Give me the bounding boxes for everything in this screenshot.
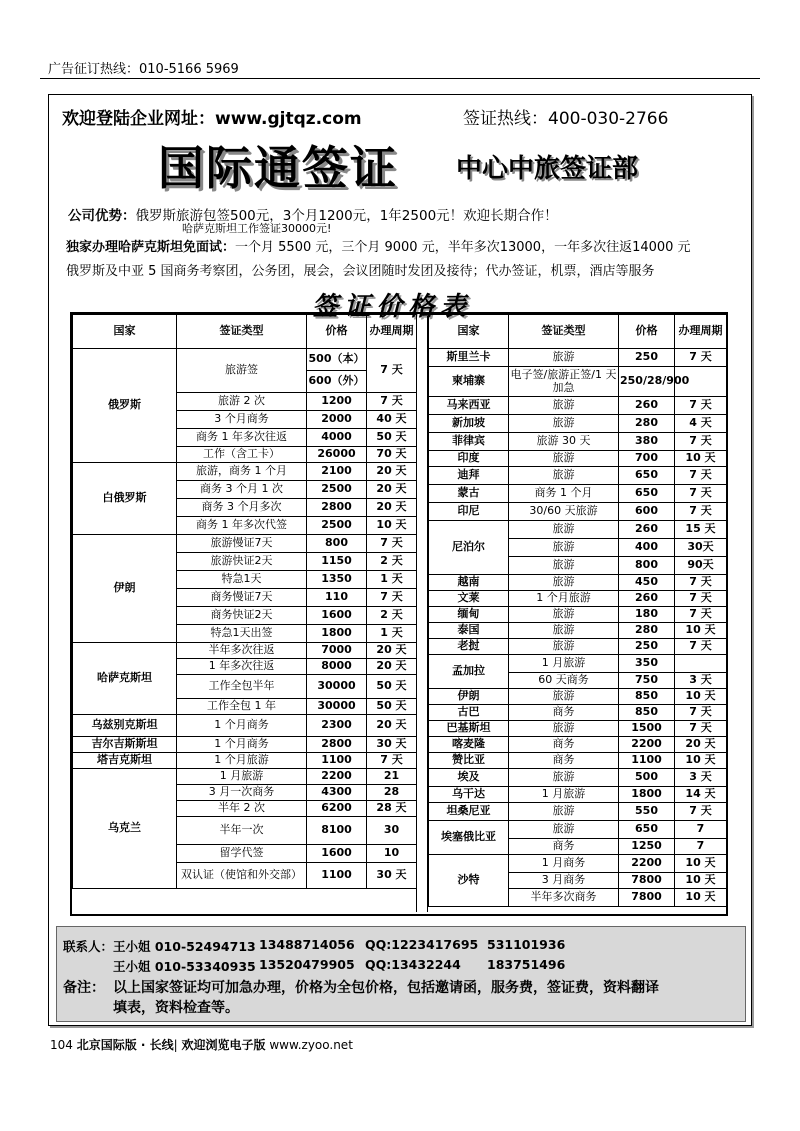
country-cell: 坦桑尼亚 — [429, 803, 509, 821]
period-cell: 10 — [367, 845, 417, 863]
price-cell: 260 — [619, 591, 675, 607]
price-cell: 8100 — [307, 817, 367, 845]
table-row — [73, 535, 417, 553]
ad-hotline: 广告征订热线：010-5166 5969 — [48, 62, 239, 77]
period-cell: 7 天 — [675, 607, 727, 623]
country-cell: 埃塞俄比亚 — [429, 821, 509, 855]
type-cell: 旅游签 — [177, 349, 307, 393]
type-cell: 商务 — [509, 737, 619, 753]
price-cell: 110 — [307, 589, 367, 607]
price-cell: 1100 — [307, 753, 367, 769]
type-cell: 电子签/旅游正签/1 天加急 — [509, 367, 619, 397]
note-line-2: 填表，资料检查等。 — [113, 1000, 239, 1016]
table-row — [429, 575, 727, 591]
contact-2-mobile: 13520479905 — [259, 957, 355, 972]
table-row — [429, 623, 727, 639]
contact-box — [56, 926, 746, 1022]
price-cell: 800 — [619, 557, 675, 575]
price-cell: 1800 — [307, 625, 367, 643]
price-cell: 6200 — [307, 801, 367, 817]
type-cell: 旅游慢证7天 — [177, 535, 307, 553]
price-cell: 8000 — [307, 659, 367, 675]
period-cell: 20 天 — [367, 643, 417, 659]
section-name: 北京国际版 · 长线 — [76, 1038, 174, 1052]
contact-2-qq2: 183751496 — [487, 957, 566, 972]
period-cell: 10 天 — [675, 689, 727, 705]
price-cell: 2100 — [307, 463, 367, 481]
country-cell: 柬埔寨 — [429, 367, 509, 397]
price-cell: 4000 — [307, 429, 367, 447]
type-cell: 旅游 — [509, 451, 619, 467]
table-header-row — [73, 315, 417, 349]
price-cell: 7800 — [619, 873, 675, 889]
price-cell: 2800 — [307, 737, 367, 753]
price-cell: 380 — [619, 433, 675, 451]
price-cell: 600（外） — [307, 371, 367, 393]
type-cell: 1 月旅游 — [509, 655, 619, 673]
country-cell: 孟加拉 — [429, 655, 509, 689]
type-cell: 旅游 — [509, 467, 619, 485]
country-cell: 文莱 — [429, 591, 509, 607]
price-cell: 250 — [619, 349, 675, 367]
type-cell: 旅游 — [509, 539, 619, 557]
period-cell: 15 天 — [675, 521, 727, 539]
contact-1-mobile: 13488714056 — [259, 937, 355, 952]
header-type: 签证类型 — [177, 315, 307, 349]
period-cell: 10 天 — [367, 517, 417, 535]
advantage-text: 俄罗斯旅游包签500元，3个月1200元，1年2500元！欢迎长期合作！ — [135, 208, 558, 224]
footer-slogan: 欢迎浏览电子版 — [181, 1038, 266, 1052]
period-cell: 7 天 — [675, 467, 727, 485]
type-cell: 工作（含工卡） — [177, 447, 307, 463]
country-cell: 马来西亚 — [429, 397, 509, 415]
type-cell: 旅游 — [509, 623, 619, 639]
header-divider — [40, 78, 760, 79]
price-cell: 1500 — [619, 721, 675, 737]
price-cell: 7000 — [307, 643, 367, 659]
type-cell: 旅游 30 天 — [509, 433, 619, 451]
kazakhstan-offer-text: 一个月 5500 元，三个月 9000 元，半年多次13000，一年多次往返14000 元 — [235, 240, 691, 255]
type-cell: 旅游 — [509, 557, 619, 575]
table-row — [73, 753, 417, 769]
period-cell: 70 天 — [367, 447, 417, 463]
price-cell: 1100 — [307, 863, 367, 889]
country-cell: 白俄罗斯 — [73, 463, 177, 535]
table-row — [429, 787, 727, 803]
period-cell: 30 天 — [367, 737, 417, 753]
country-cell: 越南 — [429, 575, 509, 591]
price-cell: 30000 — [307, 699, 367, 715]
country-cell: 沙特 — [429, 855, 509, 907]
header-period: 办理周期 — [675, 315, 727, 349]
brand-subtitle: 中心中旅签证部 — [456, 154, 639, 184]
period-cell: 7 天 — [675, 591, 727, 607]
table-title: 签证价格表 — [312, 292, 473, 322]
price-cell: 1100 — [619, 753, 675, 769]
price-cell: 2000 — [307, 411, 367, 429]
period-cell: 3 天 — [675, 769, 727, 787]
price-cell: 850 — [619, 705, 675, 721]
price-cell: 2200 — [619, 855, 675, 873]
price-cell: 4300 — [307, 785, 367, 801]
type-cell: 留学代签 — [177, 845, 307, 863]
type-cell: 1 个月旅游 — [509, 591, 619, 607]
table-row — [429, 433, 727, 451]
header-period: 办理周期 — [367, 315, 417, 349]
price-cell: 2800 — [307, 499, 367, 517]
country-cell: 乌克兰 — [73, 769, 177, 889]
contact-2-name-phone: 王小姐 010-53340935 — [113, 959, 256, 974]
type-cell: 1 月商务 — [509, 855, 619, 873]
period-cell: 7 天 — [675, 397, 727, 415]
table-row — [429, 607, 727, 623]
type-cell: 商务慢证7天 — [177, 589, 307, 607]
period-cell: 21 — [367, 769, 417, 785]
period-cell: 10 天 — [675, 889, 727, 907]
country-cell: 哈萨克斯坦 — [73, 643, 177, 715]
country-cell: 印度 — [429, 451, 509, 467]
price-cell: 280 — [619, 623, 675, 639]
table-row — [73, 737, 417, 753]
type-cell: 商务 — [509, 839, 619, 855]
period-cell: 30 — [367, 817, 417, 845]
type-cell: 旅游 — [509, 415, 619, 433]
country-cell: 古巴 — [429, 705, 509, 721]
country-cell: 埃及 — [429, 769, 509, 787]
type-cell: 半年多次往返 — [177, 643, 307, 659]
note-label: 备注： — [63, 980, 105, 996]
table-row — [429, 415, 727, 433]
period-cell: 7 天 — [675, 639, 727, 655]
period-cell: 10 天 — [675, 451, 727, 467]
table-row — [429, 753, 727, 769]
type-cell: 3 个月商务 — [177, 411, 307, 429]
country-cell: 乌兹别克斯坦 — [73, 715, 177, 737]
type-cell: 商务 1 年多次代签 — [177, 517, 307, 535]
type-cell: 旅游 — [509, 397, 619, 415]
period-cell: 10 天 — [675, 623, 727, 639]
price-cell: 260 — [619, 521, 675, 539]
price-cell: 2300 — [307, 715, 367, 737]
price-cell: 650 — [619, 485, 675, 503]
period-cell: 20 天 — [367, 715, 417, 737]
type-cell: 半年多次商务 — [509, 889, 619, 907]
price-cell: 280 — [619, 415, 675, 433]
table-row — [429, 639, 727, 655]
price-cell: 850 — [619, 689, 675, 705]
period-cell: 1 天 — [367, 625, 417, 643]
header-price: 价格 — [619, 315, 675, 349]
price-cell: 250 — [619, 639, 675, 655]
country-cell: 喀麦隆 — [429, 737, 509, 753]
price-cell: 7800 — [619, 889, 675, 907]
price-cell: 1200 — [307, 393, 367, 411]
page-footer: 104 北京国际版 · 长线| 欢迎浏览电子版 www.zyoo.net — [50, 1038, 353, 1052]
period-cell: 7 — [675, 821, 727, 839]
table-row — [429, 689, 727, 705]
table-row — [429, 591, 727, 607]
period-cell: 7 天 — [675, 705, 727, 721]
table-row — [429, 485, 727, 503]
advantage-label: 公司优势： — [68, 208, 136, 224]
type-cell: 旅游 — [509, 349, 619, 367]
type-cell: 商务快证2天 — [177, 607, 307, 625]
table-header-row — [429, 315, 727, 349]
price-cell: 350 — [619, 655, 675, 673]
price-cell: 30000 — [307, 675, 367, 699]
price-cell: 2200 — [619, 737, 675, 753]
period-cell: 50 天 — [367, 429, 417, 447]
type-cell: 特急1天出签 — [177, 625, 307, 643]
type-cell: 旅游快证2天 — [177, 553, 307, 571]
kazakhstan-offer — [66, 236, 691, 255]
type-cell: 商务 3 个月 1 次 — [177, 481, 307, 499]
type-cell: 3 月一次商务 — [177, 785, 307, 801]
type-cell: 旅游 — [509, 821, 619, 839]
type-cell: 工作全包 1 年 — [177, 699, 307, 715]
type-cell: 旅游 — [509, 803, 619, 821]
period-cell: 10 天 — [675, 873, 727, 889]
country-cell: 塔吉克斯坦 — [73, 753, 177, 769]
period-cell: 7 天 — [367, 535, 417, 553]
price-cell: 450 — [619, 575, 675, 591]
website: 欢迎登陆企业网址：www.gjtqz.com — [62, 109, 362, 129]
type-cell: 商务 — [509, 705, 619, 721]
table-row — [429, 737, 727, 753]
type-cell: 半年一次 — [177, 817, 307, 845]
type-cell: 旅游，商务 1 个月 — [177, 463, 307, 481]
country-cell: 吉尔吉斯斯坦 — [73, 737, 177, 753]
country-cell: 伊朗 — [73, 535, 177, 643]
contact-2-qq: QQ:13432244 — [365, 957, 461, 972]
table-row — [429, 769, 727, 787]
table-row — [73, 463, 417, 481]
page-number: 104 — [50, 1038, 73, 1052]
country-cell: 迪拜 — [429, 467, 509, 485]
type-cell: 工作全包半年 — [177, 675, 307, 699]
contact-1-qq2: 531101936 — [487, 937, 566, 952]
table-separator — [416, 316, 428, 912]
type-cell: 旅游 — [509, 521, 619, 539]
price-cell: 1600 — [307, 607, 367, 625]
period-cell: 7 天 — [675, 433, 727, 451]
period-cell: 50 天 — [367, 675, 417, 699]
brand-logo: 国际通签证 — [158, 141, 398, 195]
period-cell: 28 — [367, 785, 417, 801]
price-cell: 2200 — [307, 769, 367, 785]
period-cell: 20 天 — [675, 737, 727, 753]
period-cell: 7 天 — [675, 803, 727, 821]
type-cell: 1 年多次往返 — [177, 659, 307, 675]
contact-1-qq: QQ:1223417695 — [365, 937, 479, 952]
period-cell: 20 天 — [367, 499, 417, 517]
period-cell: 20 天 — [367, 463, 417, 481]
header-type: 签证类型 — [509, 315, 619, 349]
table-row — [73, 715, 417, 737]
period-cell: 3 天 — [675, 673, 727, 689]
country-cell: 赞比亚 — [429, 753, 509, 769]
price-cell: 1800 — [619, 787, 675, 803]
period-cell: 30 天 — [367, 863, 417, 889]
country-cell: 蒙古 — [429, 485, 509, 503]
type-cell: 商务 3 个月多次 — [177, 499, 307, 517]
country-cell: 缅甸 — [429, 607, 509, 623]
country-cell: 伊朗 — [429, 689, 509, 705]
period-cell: 7 天 — [675, 485, 727, 503]
country-cell: 老挝 — [429, 639, 509, 655]
price-cell: 550 — [619, 803, 675, 821]
period-cell: 40 天 — [367, 411, 417, 429]
period-cell: 10 天 — [675, 855, 727, 873]
price-cell: 2500 — [307, 481, 367, 499]
period-cell: 2 天 — [367, 553, 417, 571]
price-cell: 650 — [619, 467, 675, 485]
type-cell: 1 个月商务 — [177, 737, 307, 753]
contact-1-name-phone: 王小姐 010-52494713 — [113, 939, 256, 954]
country-cell: 菲律宾 — [429, 433, 509, 451]
type-cell: 旅游 — [509, 607, 619, 623]
type-cell: 1 月旅游 — [177, 769, 307, 785]
price-cell: 250/28/900 — [619, 367, 675, 397]
note-line-1: 以上国家签证均可加急办理，价格为全包价格，包括邀请函，服务费，签证费，资料翻译 — [113, 980, 659, 996]
period-cell: 90天 — [675, 557, 727, 575]
table-row — [73, 349, 417, 371]
type-cell: 60 天商务 — [509, 673, 619, 689]
header-country: 国家 — [429, 315, 509, 349]
price-cell: 650 — [619, 821, 675, 839]
table-row — [429, 721, 727, 737]
price-table-left — [72, 314, 417, 889]
period-cell: 2 天 — [367, 607, 417, 625]
header-country: 国家 — [73, 315, 177, 349]
period-cell: 7 天 — [367, 589, 417, 607]
country-cell: 斯里兰卡 — [429, 349, 509, 367]
price-cell: 26000 — [307, 447, 367, 463]
period-cell: 7 — [675, 839, 727, 855]
period-cell: 7 天 — [675, 349, 727, 367]
type-cell: 商务 1 年多次往返 — [177, 429, 307, 447]
period-cell: 4 天 — [675, 415, 727, 433]
period-cell: 7 天 — [367, 349, 417, 393]
price-cell: 500 — [619, 769, 675, 787]
header-price: 价格 — [307, 315, 367, 349]
period-cell: 7 天 — [367, 753, 417, 769]
table-row — [73, 643, 417, 659]
type-cell: 双认证（使馆和外交部） — [177, 863, 307, 889]
price-cell: 1600 — [307, 845, 367, 863]
kazakhstan-offer-label: 独家办理哈萨克斯坦免面试： — [66, 240, 236, 255]
type-cell: 1 月旅游 — [509, 787, 619, 803]
type-cell: 1 个月旅游 — [177, 753, 307, 769]
period-cell: 7 天 — [367, 393, 417, 411]
price-cell: 800 — [307, 535, 367, 553]
table-row — [429, 467, 727, 485]
type-cell: 3 月商务 — [509, 873, 619, 889]
period-cell: 1 天 — [367, 571, 417, 589]
price-cell: 750 — [619, 673, 675, 689]
type-cell: 特急1天 — [177, 571, 307, 589]
country-cell: 俄罗斯 — [73, 349, 177, 463]
type-cell: 1 个月商务 — [177, 715, 307, 737]
type-cell: 旅游 — [509, 769, 619, 787]
footer-url: www.zyoo.net — [269, 1038, 353, 1052]
type-cell: 旅游 — [509, 721, 619, 737]
advantage-sub: 哈萨克斯坦工作签证30000元! — [182, 222, 332, 235]
type-cell: 商务 1 个月 — [509, 485, 619, 503]
table-row — [429, 349, 727, 367]
price-cell: 400 — [619, 539, 675, 557]
table-row — [429, 855, 727, 873]
price-cell: 1350 — [307, 571, 367, 589]
period-cell: 7 天 — [675, 721, 727, 737]
price-cell: 700 — [619, 451, 675, 467]
period-cell: 50 天 — [367, 699, 417, 715]
table-row — [429, 803, 727, 821]
price-table-right — [428, 314, 727, 907]
table-row — [429, 367, 727, 397]
price-cell: 1150 — [307, 553, 367, 571]
table-row — [429, 821, 727, 839]
period-cell: 7 天 — [675, 575, 727, 591]
table-row — [429, 521, 727, 539]
country-cell: 乌干达 — [429, 787, 509, 803]
period-cell: 7 天 — [675, 503, 727, 521]
table-row — [429, 705, 727, 721]
table-row — [429, 397, 727, 415]
period-cell: 10 天 — [675, 753, 727, 769]
table-row — [429, 503, 727, 521]
table-row — [429, 655, 727, 673]
price-cell: 500（本） — [307, 349, 367, 371]
contact-label: 联系人： — [63, 939, 114, 954]
country-cell: 尼泊尔 — [429, 521, 509, 575]
type-cell: 旅游 2 次 — [177, 393, 307, 411]
type-cell: 旅游 — [509, 639, 619, 655]
period-cell: 20 天 — [367, 481, 417, 499]
period-cell: 30天 — [675, 539, 727, 557]
price-cell: 600 — [619, 503, 675, 521]
type-cell: 商务 — [509, 753, 619, 769]
visa-hotline: 签证热线：400-030-2766 — [463, 109, 669, 129]
services-line: 俄罗斯及中亚 5 国商务考察团，公务团，展会，会议团随时发团及接待；代办签证，机票，酒店等服务 — [66, 264, 655, 279]
type-cell: 30/60 天旅游 — [509, 503, 619, 521]
type-cell: 旅游 — [509, 689, 619, 705]
type-cell: 半年 2 次 — [177, 801, 307, 817]
country-cell: 巴基斯坦 — [429, 721, 509, 737]
country-cell: 新加坡 — [429, 415, 509, 433]
period-cell: 28 天 — [367, 801, 417, 817]
period-cell: 20 天 — [367, 659, 417, 675]
country-cell: 印尼 — [429, 503, 509, 521]
price-cell: 180 — [619, 607, 675, 623]
table-row — [429, 451, 727, 467]
type-cell: 旅游 — [509, 575, 619, 591]
price-cell: 2500 — [307, 517, 367, 535]
country-cell: 泰国 — [429, 623, 509, 639]
table-row — [73, 769, 417, 785]
price-cell: 1250 — [619, 839, 675, 855]
period-cell: 14 天 — [675, 787, 727, 803]
price-cell: 260 — [619, 397, 675, 415]
